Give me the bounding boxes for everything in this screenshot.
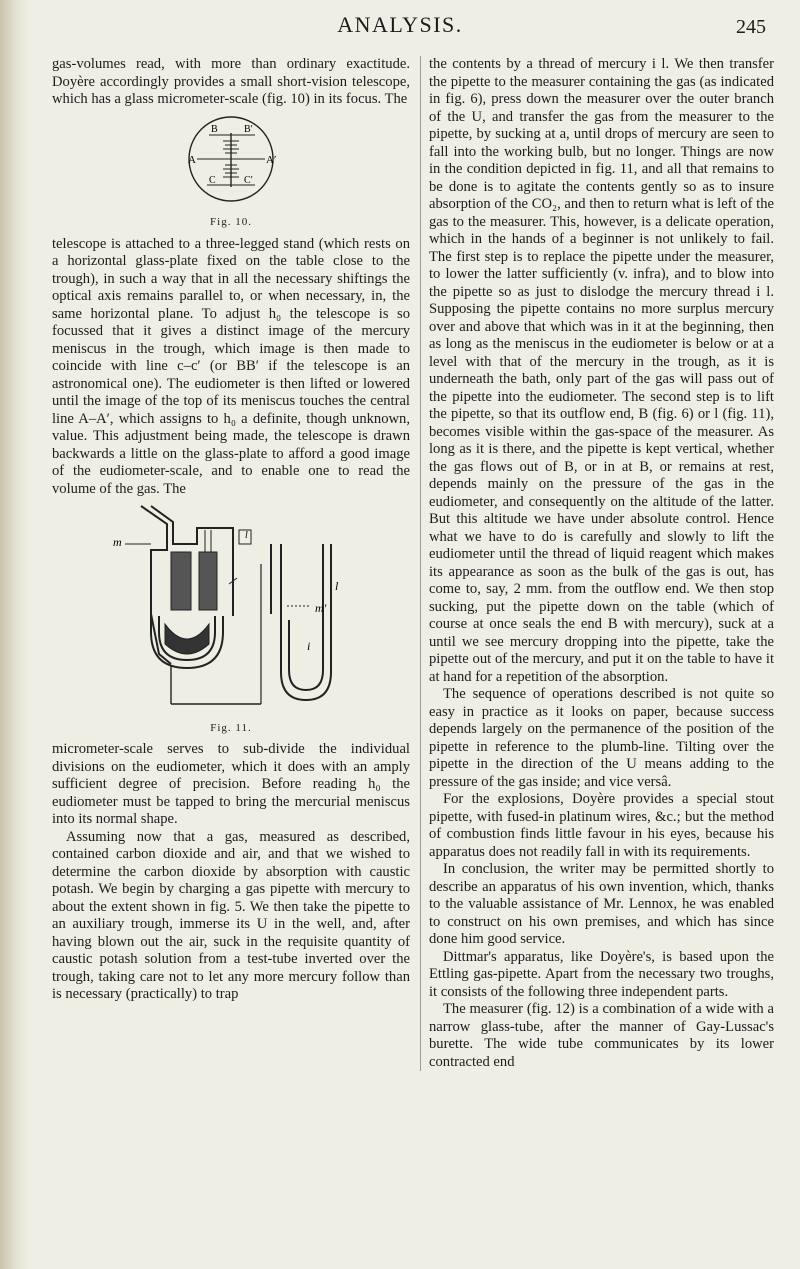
page-binding-shadow [0, 0, 28, 1269]
fig11-label-l-right: l [335, 579, 339, 593]
right-paragraph-6: The measurer (fig. 12) is a combination of a wide with a narrow glass-tube, after the manner of Gay-Lussac's burette. The wide tube communicates by its lower contracted end [429, 1001, 774, 1070]
page-header [0, 8, 800, 48]
fig11-label-m: m [113, 535, 122, 549]
fig11-label-l-top: l [245, 530, 248, 541]
left-column [52, 56, 410, 1004]
fig11-label-m-prime: m′ [315, 601, 327, 615]
figure-10-caption: Fig. 10. [210, 216, 252, 228]
figure-11 [52, 504, 410, 737]
right-paragraph-1: the contents by a thread of mercury i l. We then transfer the pipette to the measurer containing the gas (as indicated in fig. 6), press down the measurer over the outer branch of the U, and transfer the gas from the measurer to the pipette, by sucking at a, until drops of mercury are seen to fall into the working bulb, but no longer. Things are now in the condition depicted in fig. 11, and all that remains to be done is to agitate the contents gently so as to insure absorption of the CO₂, and then to return what is left of the gas to the measurer. This, however, is a delicate operation, which in the hands of a beginner is not unlikely to fail. The first step is to replace the pipette under the measurer, to lower the latter sufficiently (v. infra), and to blow into the pipette so as just to dislodge the mercury thread i l. Supposing the pipette contains no more surplus mercury over and above that which was in it at the beginning, then as long as the meniscus in the eudiometer is below or at a level with that of the mercury in the trough, as it is underneath the bath, only part of the gas will pass out of the pipette into the eudiometer. The second step is to lift the pipette, so that its outflow end, B (fig. 6) or l (fig. 11), becomes visible within the gas-space of the measurer. As long as it is there, and the pipette is kept vertical, whether the gas flows out of B, or in at B, or remains at rest, depends mainly on the pressure of the gas in the eudiometer, and consequently on the altitude of the latter. But this altitude we have under absolute control. Hence what we have to do is carefully and slowly to lift the eudiometer until the thread of liquid reagent which makes its appearance as soon as the bulk of the gas is out, has come to, say, 2 mm. from the outflow end. We then stop sucking, put the pipette down on the table (which of course at once seals the end B with mercury), suck at a until we see mercury dropping into the pipette, take the pipette out of the mercury, and put it on the table to have it at hand for a repetition of the absorption. [429, 56, 774, 685]
fig10-label-b: B [211, 123, 218, 135]
page-number: 245 [736, 16, 766, 38]
fig10-label-a: A [188, 153, 196, 166]
right-paragraph-4: In conclusion, the writer may be permitted shortly to describe an apparatus of his own invention, which, thanks to the valuable assistance of Mr. Lennox, he was enabled to construct on his own premises, and which has since done him good service. [429, 861, 774, 947]
fig11-label-i: i [307, 639, 311, 653]
figure-11-caption: Fig. 11. [210, 721, 252, 734]
fig10-label-c: C [209, 174, 216, 186]
micrometer-scale-diagram [171, 115, 291, 207]
right-paragraph-3: For the explosions, Doyère provides a special stout pipette, with fused-in platinum wires, &c.; but the method of combustion finds little favour in his eyes, because his apparatus does not readily fall in with its requirements. [429, 791, 774, 860]
running-title: ANALYSIS. [337, 12, 463, 37]
fig10-label-c-prime: C′ [244, 174, 253, 186]
gas-pipette-diagram [111, 504, 351, 712]
left-paragraph-3: micrometer-scale serves to sub-divide the individual divisions on the eudiometer, which it does with an amply sufficient degree of precision. Before reading h₀ the eudiometer must be tapped to bring the mercurial meniscus into its normal shape. [52, 741, 410, 827]
right-column [420, 56, 774, 1071]
left-paragraph-1: gas-volumes read, with more than ordinary exactitude. Doyère accordingly provides a small short-vision telescope, which has a glass micrometer-scale (fig. 10) in its focus. The [52, 56, 410, 107]
left-paragraph-2: telescope is attached to a three-legged stand (which rests on a horizontal glass-plate fixed on the table close to the trough), in such a way that in all the necessary shiftings the optical axis remains parallel to, or when necessary, in, the same horizontal plane. To adjust h₀ the telescope is so focussed that it gives a distinct image of the mercury meniscus in the trough, which image is then made to coincide with line c–c′ (or BB′ if the telescope is an astronomical one). The eudiometer is then lifted or lowered until the image of the top of its meniscus touches the central line A–A′, which assigns to h₀ a definite, though unknown, value. This adjustment being made, the telescope is drawn backwards a little on the glass-plate to afford a good image of the eudiometer-scale, and to enable one to read the volume of the gas. The [52, 235, 410, 497]
right-paragraph-5: Dittmar's apparatus, like Doyère's, is based upon the Ettling gas-pipette. Apart from the necessary two troughs, it consists of the following three independent parts. [429, 948, 774, 1000]
figure-10 [52, 115, 410, 232]
right-paragraph-2: The sequence of operations described is not quite so easy in practice as it looks on paper, because success depends largely on the permanence of the position of the pipette in reference to the plumb-line. Tilting over the pipette in the direction of the U means adding to the pressure of the gas inside; and vice versâ. [429, 686, 774, 790]
fig10-label-b-prime: B′ [244, 123, 253, 135]
left-paragraph-4: Assuming now that a gas, measured as described, contained carbon dioxide and air, and that we wished to determine the carbon dioxide by absorption with caustic potash. We begin by charging a gas pipette with mercury to about the extent shown in fig. 5. We then take the pipette to an auxiliary trough, immerse its U in the well, and, after having blown out the air, suck in the requisite quantity of caustic potash solution from a test-tube inverted over the trough, taking care not to let any more mercury follow than is necessary (practically) to trap [52, 828, 410, 1002]
fig10-label-a-prime: A′ [266, 153, 277, 166]
